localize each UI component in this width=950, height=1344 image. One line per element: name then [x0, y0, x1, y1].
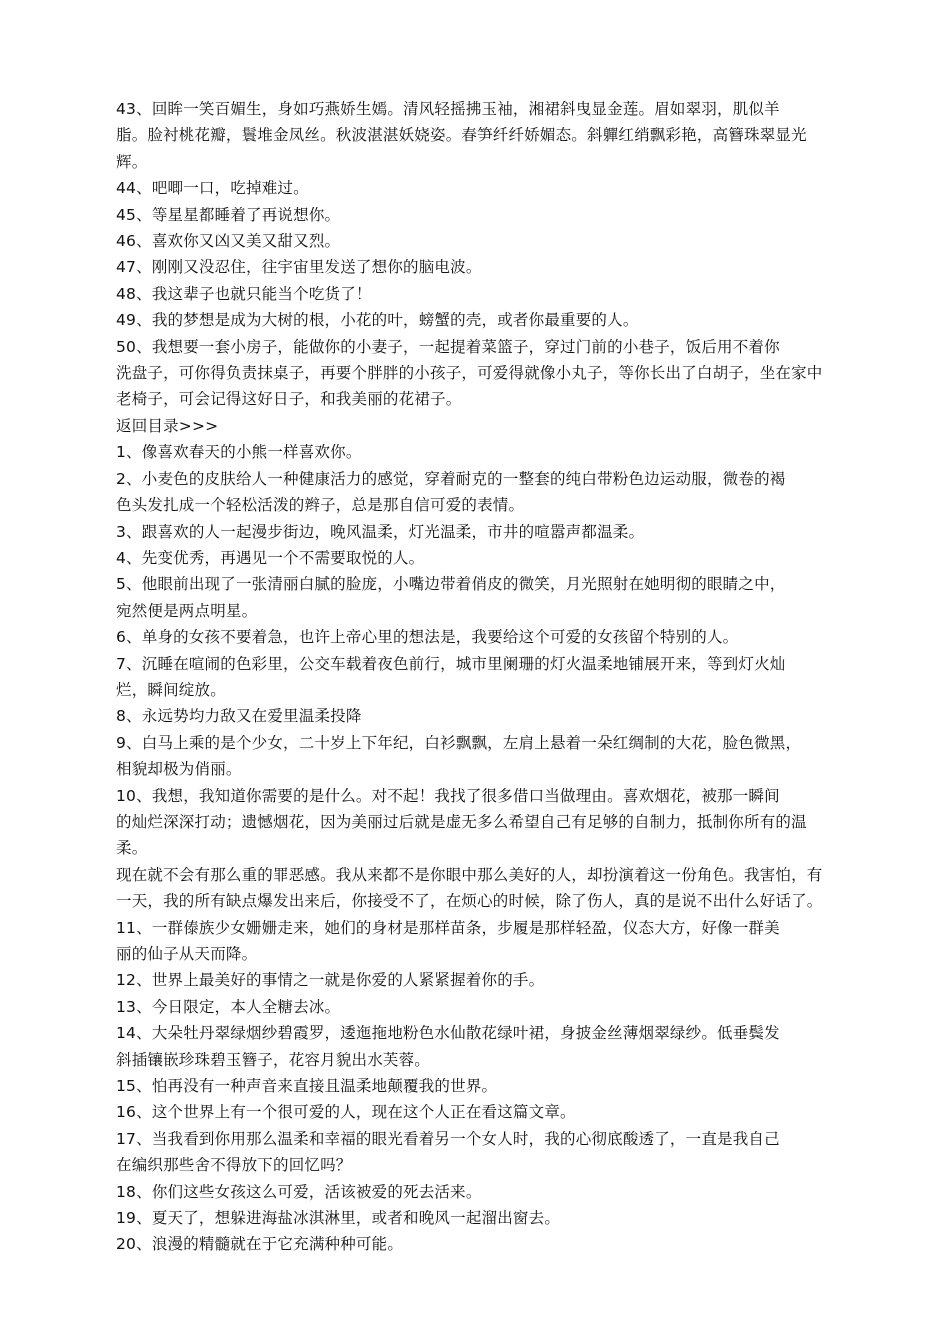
- paragraph-45: 45、等星星都睡着了再说想你。: [116, 205, 341, 224]
- paragraph-3: 3、跟喜欢的人一起漫步街边，晚风温柔，灯光温柔，市井的喧嚣声都温柔。: [116, 522, 645, 541]
- document-body: [116, 96, 838, 1258]
- paragraph-2: 2、小麦色的皮肤给人一种健康活力的感觉，穿着耐克的一整套的纯白带粉色边运动服，微卷的褐 色头发扎成一个轻松活泼的辫子，总是那自信可爱的表情。: [116, 469, 786, 515]
- paragraph-19: 19、夏天了，想躲进海盐冰淇淋里，或者和晚风一起溜出窗去。: [116, 1209, 561, 1228]
- paragraph-46: 46、喜欢你又凶又美又甜又烈。: [116, 232, 341, 251]
- paragraph-1: 1、像喜欢春天的小熊一样喜欢你。: [116, 443, 362, 462]
- paragraph-15: 15、怕再没有一种声音来直接且温柔地颠覆我的世界。: [116, 1077, 498, 1096]
- paragraph-20: 20、浪漫的精髓就在于它充满种种可能。: [116, 1235, 404, 1254]
- back-to-toc-link[interactable]: 返回目录>>>: [116, 416, 219, 435]
- paragraph-49: 49、我的梦想是成为大树的根，小花的叶，螃蟹的壳，或者你最重要的人。: [116, 311, 639, 330]
- paragraph-48: 48、我这辈子也就只能当个吃货了！: [116, 284, 372, 303]
- paragraph-5: 5、他眼前出现了一张清丽白腻的脸庞，小嘴边带着俏皮的微笑，月光照射在她明彻的眼睛之中， 宛然便是两点明星。: [116, 575, 786, 620]
- paragraph-6: 6、单身的女孩不要着急，也许上帝心里的想法是，我要给这个可爱的女孩留个特别的人。: [116, 628, 739, 647]
- paragraph-50: 50、我想要一套小房子，能做你的小妻子，一起提着菜篮子，穿过门前的小巷子，饭后用不着你 洗盘子，可你得负责抹桌子，再要个胖胖的小孩子，可爱得就像小丸子，等你长出了白胡子，坐在家中 老椅子，可会记得这好日子，和我美丽的花裙子。: [116, 337, 823, 409]
- paragraph-11: 11、一群傣族少女姗姗走来，她们的身材是那样苗条，步履是那样轻盈，仪态大方，好像一群美 丽的仙子从天而降。: [116, 918, 780, 963]
- paragraph-44: 44、吧唧一口，吃掉难过。: [116, 179, 309, 198]
- paragraph-7: 7、沉睡在喧闹的色彩里，公交车载着夜色前行，城市里阑珊的灯火温柔地铺展开来，等到灯火灿 烂，瞬间绽放。: [116, 654, 786, 699]
- paragraph-14: 14、大朵牡丹翠绿烟纱碧霞罗，逶迤拖地粉色水仙散花绿叶裙，身披金丝薄烟翠绿纱。低垂鬓发 斜插镶嵌珍珠碧玉簪子，花容月貌出水芙蓉。: [116, 1024, 780, 1069]
- paragraph-17: 17、当我看到你用那么温柔和幸福的眼光看着另一个女人时，我的心彻底酸透了，一直是我自己 在编织那些舍不得放下的回忆吗？: [116, 1129, 780, 1175]
- paragraph-9: 9、白马上乘的是个少女，二十岁上下年纪，白衫飘飘，左肩上悬着一朵红绸制的大花，脸色微黑， 相貌却极为俏丽。: [116, 733, 802, 779]
- paragraph-47: 47、刚刚又没忍住，往宇宙里发送了想你的脑电波。: [116, 258, 482, 277]
- paragraph-43: 43、回眸一笑百媚生，身如巧燕娇生嫣。清风轻摇拂玉袖，湘裙斜曳显金莲。眉如翠羽，肌似羊 脂。脸衬桃花瓣，鬟堆金凤丝。秋波湛湛妖娆姿。春笋纤纤娇媚态。斜軃红绡飘彩艳，高簪珠翠显光辉。: [116, 100, 807, 171]
- paragraph-16: 16、这个世界上有一个很可爱的人，现在这个人正在看这篇文章。: [116, 1103, 576, 1122]
- paragraph-13: 13、今日限定，本人全糖去冰。: [116, 997, 341, 1016]
- paragraph-12: 12、世界上最美好的事情之一就是你爱的人紧紧握着你的手。: [116, 971, 545, 990]
- paragraph-10: 10、我想，我知道你需要的是什么。对不起！我找了很多借口当做理由。喜欢烟花，被那一瞬间 的灿烂深深打动；遗憾烟花，因为美丽过后就是虚无多么希望自己有足够的自制力，抵制你所有的温柔。 现在就不会有那么重的罪恶感。我从来都不是你眼中那么美好的人，却扮演着这一份角色。我害怕，有 一天，我的所有缺点爆发出来后，你接受不了，在烦心的时候，除了伤人，真的是说不出什么好话了。: [116, 786, 823, 911]
- paragraph-4: 4、先变优秀，再遇见一个不需要取悦的人。: [116, 548, 425, 567]
- paragraph-8: 8、永远势均力敌又在爱里温柔投降: [116, 707, 362, 726]
- paragraph-18: 18、你们这些女孩这么可爱，活该被爱的死去活来。: [116, 1182, 482, 1201]
